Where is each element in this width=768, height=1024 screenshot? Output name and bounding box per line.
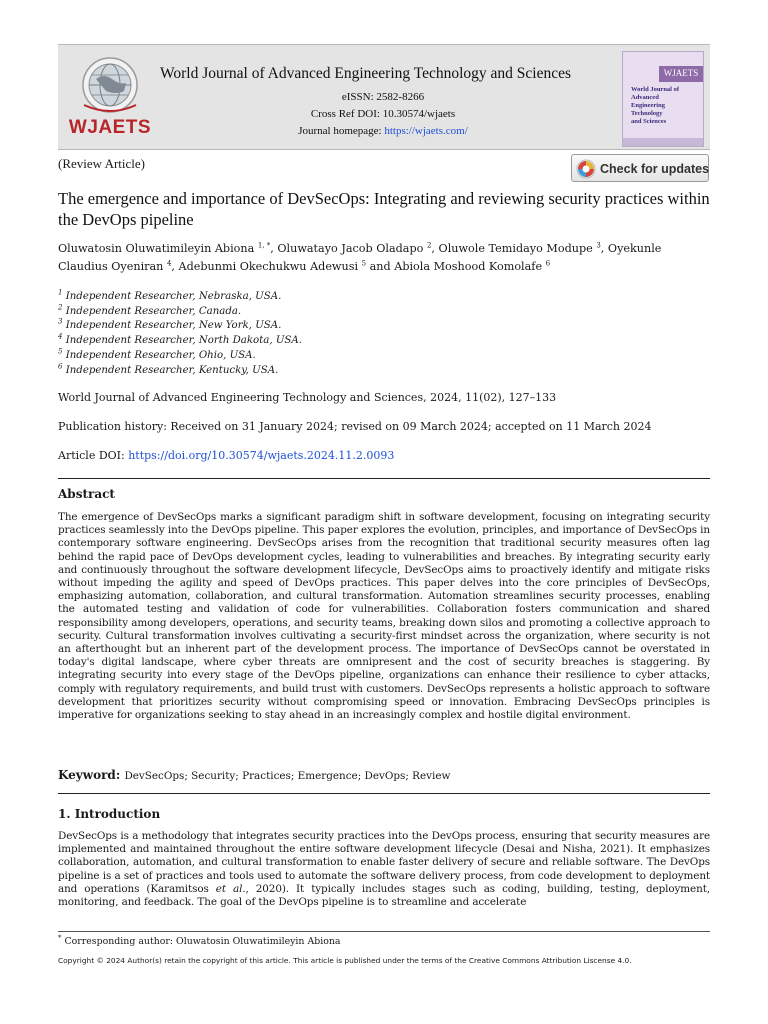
affiliation-item bbox=[58, 334, 458, 349]
crossmark-icon bbox=[576, 159, 596, 179]
affiliation-text: Independent Researcher, North Dakota, USA. bbox=[62, 335, 302, 347]
journal-logo bbox=[66, 53, 154, 147]
affiliation-number: 3 bbox=[58, 318, 63, 327]
affiliation-number: 5 bbox=[58, 347, 63, 356]
affiliation-list bbox=[58, 290, 458, 378]
affiliation-text: Independent Researcher, Canada. bbox=[62, 305, 242, 317]
author-name: Oluwatosin Oluwatimileyin Abiona bbox=[58, 242, 255, 255]
cover-footer bbox=[623, 138, 703, 146]
cover-line: Technology bbox=[631, 110, 663, 117]
author-affil-marker: 6 bbox=[545, 259, 551, 268]
homepage-link[interactable]: https://wjaets.com/ bbox=[384, 125, 468, 137]
affiliation-text: Independent Researcher, Ohio, USA. bbox=[62, 349, 256, 361]
cover-title bbox=[631, 86, 697, 126]
introduction-heading: 1. Introduction bbox=[58, 807, 161, 821]
author-name: Adebunmi Okechukwu Adewusi bbox=[178, 260, 359, 273]
affiliation-item bbox=[58, 319, 458, 334]
author-separator: , bbox=[600, 242, 608, 255]
keywords-text: DevSecOps; Security; Practices; Emergence; DevOps; Review bbox=[124, 770, 451, 782]
logo-wordmark: WJAETS bbox=[68, 117, 152, 138]
footnote-divider bbox=[58, 931, 710, 932]
author-affil-marker: 4 bbox=[166, 259, 172, 268]
abstract-heading: Abstract bbox=[58, 487, 115, 501]
cover-band-text: WJAETS bbox=[663, 68, 699, 78]
crossref-doi: Cross Ref DOI: 10.30574/wjaets bbox=[310, 108, 456, 120]
affiliation-item bbox=[58, 364, 458, 379]
journal-homepage bbox=[218, 125, 548, 137]
author-list bbox=[58, 240, 710, 276]
intro-text: DevSecOps is a methodology that integrates security practices into the DevOps process, ensuring that security measures are implemented and maintained throughout the entire software development lifecycle (Desai and Nisha, 2021). It emphasizes collaboration, automation, and cultural transformation to enable faster delivery of secure and reliable software. The DevOps pipeline is a set of practices and tools used to automate the software delivery process, from code development to deployment and operations (Karamitsos bbox=[58, 830, 710, 895]
corresponding-author-footnote bbox=[58, 933, 341, 947]
cover-band bbox=[659, 66, 703, 82]
abstract-body: The emergence of DevSecOps marks a significant paradigm shift in software development, focusing on integrating security practices seamlessly into the DevOps pipeline. This paper explores the evolution, principles, and importance of DevSecOps in contemporary software engineering. DevSecOps arises from the recognition that traditional security measures often lag behind the rapid pace of DevOps development cycles, leading to vulnerabilities and breaches. By integrating security early and continuously throughout the software development lifecycle, DevSecOps aims to proactively identify and mitigate risks without impeding the agility and speed of DevOps practices. This paper delves into the core principles of DevSecOps, emphasizing automation, collaboration, and cultural transformation. Automation streamlines security processes, enabling the automated testing and validation of code for vulnerabilities. Collaboration fosters communication and shared responsibility among developers, operations, and security teams, breaking down silos and promoting a collective approach to security. Cultural transformation involves cultivating a security-first mindset across the organization, where security is not an afterthought but an inherent part of the development process. The importance of DevSecOps cannot be overstated in today's digital landscape, where cyber threats are omnipresent and the cost of security breaches is staggering. By integrating security into every stage of the DevOps pipeline, organizations can enhance their resilience to cyber attacks, comply with regulatory requirements, and build trust with customers. DevSecOps represents a holistic approach to software development that prioritizes security without compromising speed or innovation. Embracing DevSecOps principles is imperative for organizations seeking to stay ahead in an increasingly complex and hostile digital environment. bbox=[58, 511, 710, 722]
publication-history: Publication history: Received on 31 January 2024; revised on 09 March 2024; accepted on 11 March 2024 bbox=[58, 420, 652, 433]
author-affil-marker: 2 bbox=[426, 241, 432, 250]
divider bbox=[58, 793, 710, 794]
copyright-notice: Copyright © 2024 Author(s) retain the copyright of this article. This article is published under the terms of the Creative Commons Attribution Liscense 4.0. bbox=[58, 956, 632, 965]
journal-cover-thumbnail[interactable] bbox=[622, 51, 704, 147]
author-name: Oluwole Temidayo Modupe bbox=[438, 242, 593, 255]
affiliation-text: Independent Researcher, New York, USA. bbox=[62, 320, 282, 332]
homepage-label: Journal homepage: bbox=[298, 125, 385, 137]
author-name: Abiola Moshood Komolafe bbox=[394, 260, 543, 273]
affiliation-item bbox=[58, 349, 458, 364]
author-affil-marker: 1, * bbox=[257, 241, 271, 250]
author-name: Oyekunle Claudius Oyeniran bbox=[58, 242, 662, 273]
check-for-updates-button[interactable] bbox=[571, 154, 709, 182]
intro-text: ., 2020). It typically includes stages such as coding, building, testing, deployment, monitoring, and feedback. The goal of the DevOps pipeline is to streamline and accelerate bbox=[58, 882, 710, 909]
footnote-text: Corresponding author: Oluwatosin Oluwatimileyin Abiona bbox=[61, 936, 341, 947]
affiliation-item bbox=[58, 305, 458, 320]
doi-label: Article DOI: bbox=[58, 449, 129, 462]
keywords bbox=[58, 768, 710, 782]
affiliation-number: 4 bbox=[58, 332, 63, 341]
doi-link[interactable]: https://doi.org/10.30574/wjaets.2024.11.2.0093 bbox=[128, 449, 395, 462]
article-title: The emergence and importance of DevSecOps: Integrating and reviewing security practices within the DevOps pipeline bbox=[58, 189, 710, 229]
affiliation-number: 6 bbox=[58, 362, 63, 371]
article-doi bbox=[58, 449, 394, 462]
author-affil-marker: 3 bbox=[596, 241, 601, 250]
article-type: (Review Article) bbox=[58, 156, 145, 171]
cover-line: World Journal of bbox=[631, 86, 680, 93]
affiliation-number: 1 bbox=[58, 288, 63, 297]
affiliation-number: 2 bbox=[58, 303, 63, 312]
affiliation-item bbox=[58, 290, 458, 305]
keywords-label: Keyword: bbox=[58, 768, 125, 782]
author-separator: and bbox=[366, 260, 395, 273]
globe-logo-icon bbox=[66, 53, 154, 119]
eissn: eISSN: 2582-8266 bbox=[341, 91, 425, 103]
author-separator: , bbox=[270, 242, 278, 255]
footnote-marker: * bbox=[58, 933, 62, 942]
journal-name: World Journal of Advanced Engineering Technology and Sciences bbox=[160, 65, 572, 82]
cover-line: Advanced bbox=[631, 94, 659, 101]
author-separator: , bbox=[171, 260, 179, 273]
cover-line: and Sciences bbox=[631, 118, 667, 125]
intro-etal: et al bbox=[215, 882, 243, 895]
author-name: Oluwatayo Jacob Oladapo bbox=[277, 242, 424, 255]
author-affil-marker: 5 bbox=[361, 259, 367, 268]
citation: World Journal of Advanced Engineering Technology and Sciences, 2024, 11(02), 127–133 bbox=[58, 391, 557, 404]
affiliation-text: Independent Researcher, Kentucky, USA. bbox=[62, 364, 279, 376]
affiliation-text: Independent Researcher, Nebraska, USA. bbox=[62, 291, 282, 302]
cover-line: Engineering bbox=[631, 102, 665, 109]
journal-header bbox=[58, 44, 710, 150]
divider bbox=[58, 478, 710, 479]
check-for-updates-label: Check for updates bbox=[600, 162, 710, 176]
introduction-body bbox=[58, 830, 710, 909]
author-separator: , bbox=[431, 242, 439, 255]
